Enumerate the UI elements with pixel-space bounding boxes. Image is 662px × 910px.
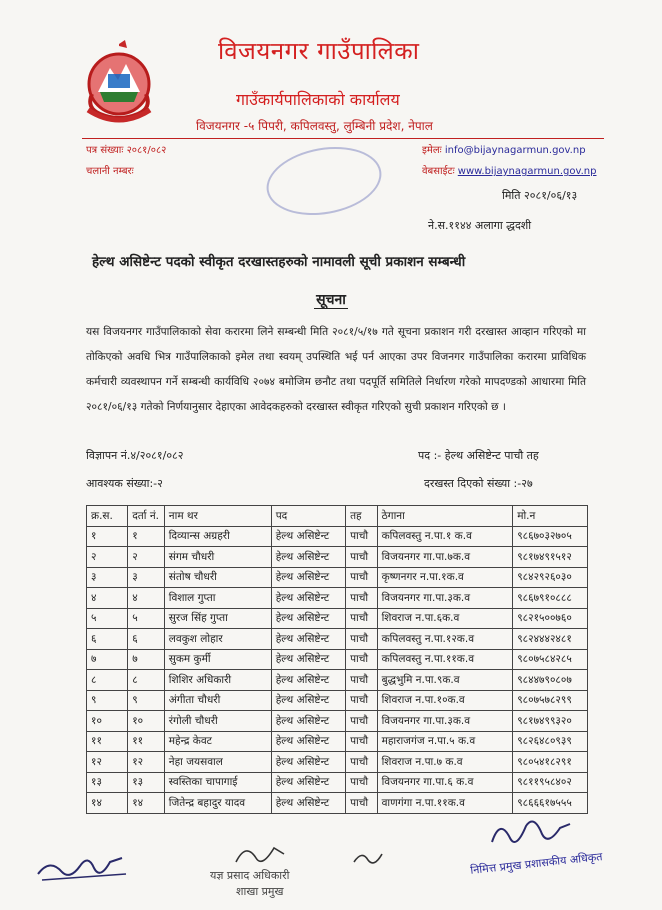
cell-serial: १३ [87,772,128,793]
cell-mobile: ९८०५४१८२९१ [513,752,588,773]
table-header-row [87,506,588,527]
cell-registration: ९ [128,690,165,711]
cell-name: विशाल गुप्ता [164,588,271,609]
cell-address: शिवराज न.पा.१०क.व [377,690,513,711]
letterhead-subtitle: गाउँकार्यपालिकाको कार्यालय [236,90,400,109]
cell-registration: २ [128,547,165,568]
required-count: आवश्यक संख्या:-२ [86,477,163,490]
cell-mobile: ९८६७०३२७०५ [513,526,588,547]
cell-name: सुकम कुर्मी [164,649,271,670]
cell-name: महेन्द्र केवट [164,731,271,752]
cell-registration: ३ [128,567,165,588]
cell-level: पाचौ [346,731,378,752]
cell-level: पाचौ [346,526,378,547]
col-address: ठेगाना [377,506,513,527]
table-row [87,547,588,568]
cell-level: पाचौ [346,547,378,568]
cell-registration: ४ [128,588,165,609]
letterhead-divider [82,138,604,139]
table-row [87,567,588,588]
cell-name: सुरज सिंह गुप्ता [164,608,271,629]
cell-level: पाचौ [346,772,378,793]
cell-mobile: ९८६७९१०८८८ [513,588,588,609]
cell-name: नेहा जयसवाल [164,752,271,773]
cell-post: हेल्थ असिष्टेन्ट [271,588,345,609]
cell-serial: ६ [87,629,128,650]
office-stamp [261,138,387,223]
cell-serial: १२ [87,752,128,773]
cell-address: कपिलवस्तु न.पा.१ क.व [377,526,513,547]
notice-body: यस विजयनगर गाउँपालिकाको सेवा करारमा लिने सम्बन्धी मिति २०८१/५/१७ गते सूचना प्रकाशन गरी दरखास्त आव्हान गरिएको मा तोकिएको अवधि भित्र गाउँपालिकाको इमेल तथा स्वयम् उपस्थिति भई पर्न आएका उपर विजनगर गाउँपालिका करारमा प्राविधिक कर्मचारी व्यवस्थापन गर्ने सम्बन्धी कार्यविधि २०७४ बमोजिम छनौट तथा पदपूर्ति समितिले निर्धारण गरेको मापदण्डको आधारमा मिति २०८१/०६/१३ गतेको निर्णयानुसार देहाएका आवेदकहरुको दरखास्त स्वीकृत गरिएको सुची प्रकाशन गरिएको छ । [86,326,586,413]
cell-registration: १३ [128,772,165,793]
applicant-table-body [87,526,588,813]
table-row [87,670,588,691]
cell-mobile: ९८०७५७८२९९ [513,690,588,711]
col-name: नाम थर [164,506,271,527]
letter-date: मिति २०८१/०६/१३ [502,189,578,202]
cell-post: हेल्थ असिष्टेन्ट [271,649,345,670]
table-row [87,772,588,793]
nepal-emblem-icon [78,38,160,124]
nepal-sambat-date: ने.स.११४४ अलागा द्धदशी [428,219,532,232]
cell-address: शिवराज न.पा.७ क.व [377,752,513,773]
cell-mobile: ९८२१५००७६० [513,608,588,629]
table-row [87,629,588,650]
cell-address: महाराजगंज न.पा.५ क.व [377,731,513,752]
cell-post: हेल्थ असिष्टेन्ट [271,547,345,568]
table-row [87,526,588,547]
subject-heading: हेल्थ असिष्टेन्ट पदको स्वीकृत दरखास्तहरुको नामावली सूची प्रकाशन सम्बन्धी [92,254,466,270]
cell-name: अंगीता चौधरी [164,690,271,711]
cell-level: पाचौ [346,629,378,650]
cell-level: पाचौ [346,588,378,609]
cell-address: वाणगंगा न.पा.११क.व [377,793,513,814]
cell-address: कृष्णनगर न.पा.१क.व [377,567,513,588]
cell-mobile: ९८६६६१७५५५ [513,793,588,814]
cell-serial: ८ [87,670,128,691]
table-row [87,752,588,773]
cell-mobile: ९८२६४८०९३९ [513,731,588,752]
cell-registration: १४ [128,793,165,814]
cell-level: पाचौ [346,690,378,711]
cell-name: संगम चौधरी [164,547,271,568]
cell-level: पाचौ [346,649,378,670]
cell-address: विजयनगर गा.पा.६ क.व [377,772,513,793]
cell-post: हेल्थ असिष्टेन्ट [271,567,345,588]
cell-post: हेल्थ असिष्टेन्ट [271,526,345,547]
cell-mobile: ९८४४७९०८०७ [513,670,588,691]
reference-number: पत्र संख्याः २०८१/०८२ [86,145,167,156]
cell-name: दिव्यान्स अग्रहरी [164,526,271,547]
website-link[interactable]: www.bijaynagarmun.gov.np [457,166,597,177]
email-line [422,142,586,156]
cell-serial: १० [87,711,128,732]
cell-address: विजयनगर गा.पा.३क.व [377,588,513,609]
letterhead-title: विजयनगर गाउँपालिका [218,37,420,65]
cell-address: विजयनगर गा.पा.३क.व [377,711,513,732]
notice-title-wrap [0,290,662,309]
notice-title: सूचना [316,292,346,308]
cell-registration: १२ [128,752,165,773]
table-row [87,711,588,732]
cell-name: संतोष चौधरी [164,567,271,588]
cell-address: कपिलवस्तु न.पा.१२क.व [377,629,513,650]
cell-post: हेल्थ असिष्टेन्ट [271,608,345,629]
cell-level: पाचौ [346,752,378,773]
cell-serial: ३ [87,567,128,588]
col-mobile: मो.न [513,506,588,527]
cell-serial: ७ [87,649,128,670]
cell-serial: २ [87,547,128,568]
cell-registration: ८ [128,670,165,691]
cell-address: विजयनगर गा.पा.७क.व [377,547,513,568]
cell-mobile: ९८२४४४२४८१ [513,629,588,650]
col-serial: क्र.स. [87,506,128,527]
cell-name: शिशिर अधिकारी [164,670,271,691]
cell-name: लवकुश लोहार [164,629,271,650]
cell-post: हेल्थ असिष्टेन्ट [271,731,345,752]
table-row [87,793,588,814]
cell-name: रंगोली चौधरी [164,711,271,732]
signature-1 [30,838,140,888]
cell-mobile: ९८०७५८४२८५ [513,649,588,670]
table-row [87,731,588,752]
cell-level: पाचौ [346,608,378,629]
cell-level: पाचौ [346,670,378,691]
officer-name: यज्ञ प्रसाद अधिकारी [210,869,290,882]
post-label: पद :- हेल्थ असिष्टेन्ट पाचौ तह [418,449,539,462]
chief-officer-title: निमित्त प्रमुख प्रशासकीय अधिकृत [469,850,604,877]
cell-registration: १ [128,526,165,547]
letterhead-address: विजयनगर -५ पिपरी, कपिलवस्तु, लुम्बिनी प्रदेश, नेपाल [196,119,433,133]
table-row [87,608,588,629]
cell-address: कपिलवस्तु न.पा.११क.व [377,649,513,670]
cell-address: बुद्धभुमि न.पा.९क.व [377,670,513,691]
cell-address: शिवराज न.पा.६क.व [377,608,513,629]
cell-registration: ६ [128,629,165,650]
col-post: पद [271,506,345,527]
signature-4 [486,812,576,856]
table-row [87,690,588,711]
advertisement-number: विज्ञापन नं.४/२०८१/०८२ [86,449,184,462]
cell-mobile: ९८१७४९९३२० [513,711,588,732]
cell-mobile: ९८११९५८४०२ [513,772,588,793]
website-line [422,163,596,177]
cell-post: हेल्थ असिष्टेन्ट [271,670,345,691]
cell-name: जितेन्द्र बहादुर यादव [164,793,271,814]
cell-mobile: ९८१७४९१५१२ [513,547,588,568]
cell-serial: १ [87,526,128,547]
applicant-table [86,505,588,814]
cell-registration: ११ [128,731,165,752]
cell-name: स्वस्तिका चापागाई [164,772,271,793]
cell-serial: ४ [87,588,128,609]
cell-serial: ९ [87,690,128,711]
cell-level: पाचौ [346,567,378,588]
officer-title: शाखा प्रमुख [236,885,284,898]
table-row [87,649,588,670]
cell-registration: ५ [128,608,165,629]
cell-level: पाचौ [346,793,378,814]
cell-mobile: ९८४२९२६०३० [513,567,588,588]
signature-2-mark [230,836,290,872]
cell-post: हेल्थ असिष्टेन्ट [271,772,345,793]
cell-registration: ७ [128,649,165,670]
col-registration: दर्ता नं. [128,506,165,527]
cell-registration: १० [128,711,165,732]
email-label: इमेलः [422,145,442,156]
cell-post: हेल्थ असिष्टेन्ट [271,690,345,711]
email-address[interactable]: info@bijaynagarmun.gov.np [444,145,586,156]
cell-serial: ५ [87,608,128,629]
cell-serial: ११ [87,731,128,752]
col-level: तह [346,506,378,527]
website-label: वेबसाईटः [422,166,455,177]
dispatch-number: चलानी नम्बरः [86,166,134,177]
applications-count: दरखस्त दिएको संख्या :-२७ [424,477,533,490]
signature-3 [350,846,386,870]
cell-post: हेल्थ असिष्टेन्ट [271,752,345,773]
cell-post: हेल्थ असिष्टेन्ट [271,711,345,732]
table-row [87,588,588,609]
cell-serial: १४ [87,793,128,814]
cell-post: हेल्थ असिष्टेन्ट [271,629,345,650]
cell-post: हेल्थ असिष्टेन्ट [271,793,345,814]
cell-level: पाचौ [346,711,378,732]
